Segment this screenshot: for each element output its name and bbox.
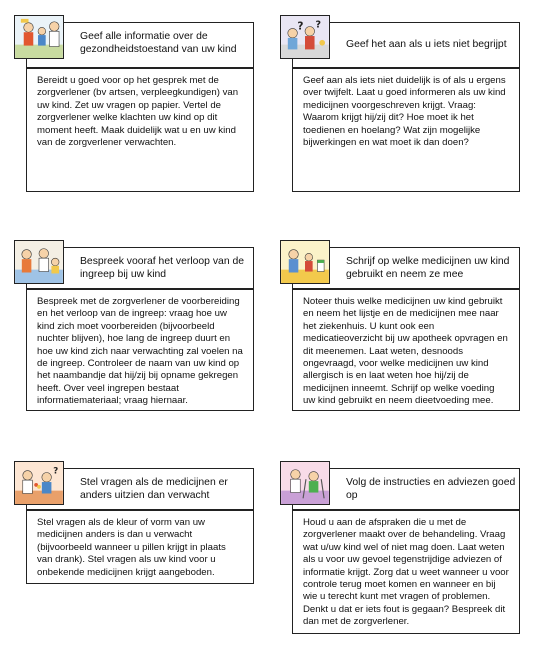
family-with-medicines-illustration [280,240,330,284]
svg-text:?: ? [297,20,304,33]
card-heading: Bespreek vooraf het verloop van de ingreep bij uw kind [80,256,245,280]
card-heading: Volg de instructies en adviezen goed op [346,477,516,501]
family-with-question-marks-illustration [280,15,330,59]
parent-and-child-with-doctor-illustration [14,15,64,59]
card-heading: Geef het aan als u iets niet begrijpt [346,39,507,50]
nurse-giving-pills-illustration [14,461,64,505]
child-in-hospital-bed-illustration [14,240,64,284]
card-body: Stel vragen als de kleur of vorm van uw medicijnen anders is dan u verwacht (bijvoorbeeld wanneer u pillen krijgt in plaats van drank). Stel vragen als uw kind voor u onbekende medicijnen krijgt aangeboden. [26,510,254,584]
card-body: Bespreek met de zorgverlener de voorbereiding en het verloop van de ingreep: vraag hoe uw kind zich moet voorbereiden (bijvoorbeeld nuchter blijven), hoe lang de ingreep duurt en hoe uw kind zich naar verwachting zal voelen na de ingreep. Controleer de naam van uw kind op het naambandje dat hij/zij bij opname gekregen heeft. Over veel ingrepen bestaat informatiemateriaal; vraag hiernaar. [26,289,254,411]
card-body: Bereidt u goed voor op het gesprek met de zorgverlener (bv artsen, verpleegkundigen) van uw kind. Zet uw vragen op papier. Vertel de zorgverlener welke klachten uw kind op dit moment heeft. Maak duidelijk wat u en uw kind van de zorgverlener verwachten. [26,68,254,192]
card-body: Houd u aan de afspraken die u met de zorgverlener maakt over de behandeling. Vraag wat u/uw kind wel of niet mag doen. Laat weten als u voor uw gevoel tegenstrijdige adviezen of informatie krijgt. Zorg dat u weet wanneer u voor controle terug moet komen en wanneer en bij wie u terecht kunt met vragen of problemen. Denkt u dat er iets fout is gegaan? Bespreek dit dan met de zorgverlener. [292,510,520,634]
card-heading: Schrijf op welke medicijnen uw kind gebruikt en neem ze mee [346,256,510,280]
card-heading: Geef alle informatie over de gezondheidstoestand van uw kind [80,31,237,55]
svg-text:?: ? [53,466,59,477]
card-body: Noteer thuis welke medicijnen uw kind gebruikt en neem het lijstje en de medicijnen mee naar het ziekenhuis. U kunt ook een medicatieoverzicht bij uw apotheek opvragen en dit meenemen. Laat weten, desnoods ongevraagd, voor welke medicijnen uw kind allergisch is en laat weten hoe hij/zij de medicijnen inneemt. Schrijf op welke voeding uw kind gebruikt en neem dieetvoeding mee. [292,289,520,411]
card-heading: Stel vragen als de medicijnen er anders uitzien dan verwacht [80,477,228,501]
card-body: Geef aan als iets niet duidelijk is of als u ergens over twijfelt. Laat u goed informeren als uw kind medicijnen voorgeschreven krijgt. Vraag: Waarom krijgt hij/zij dit? Hoe moet ik het toedienen en hoelang? Wat zijn mogelijke bijwerkingen en wat moet ik dan doen? [292,68,520,192]
svg-text:?: ? [315,19,322,31]
child-with-crutches-illustration [280,461,330,505]
